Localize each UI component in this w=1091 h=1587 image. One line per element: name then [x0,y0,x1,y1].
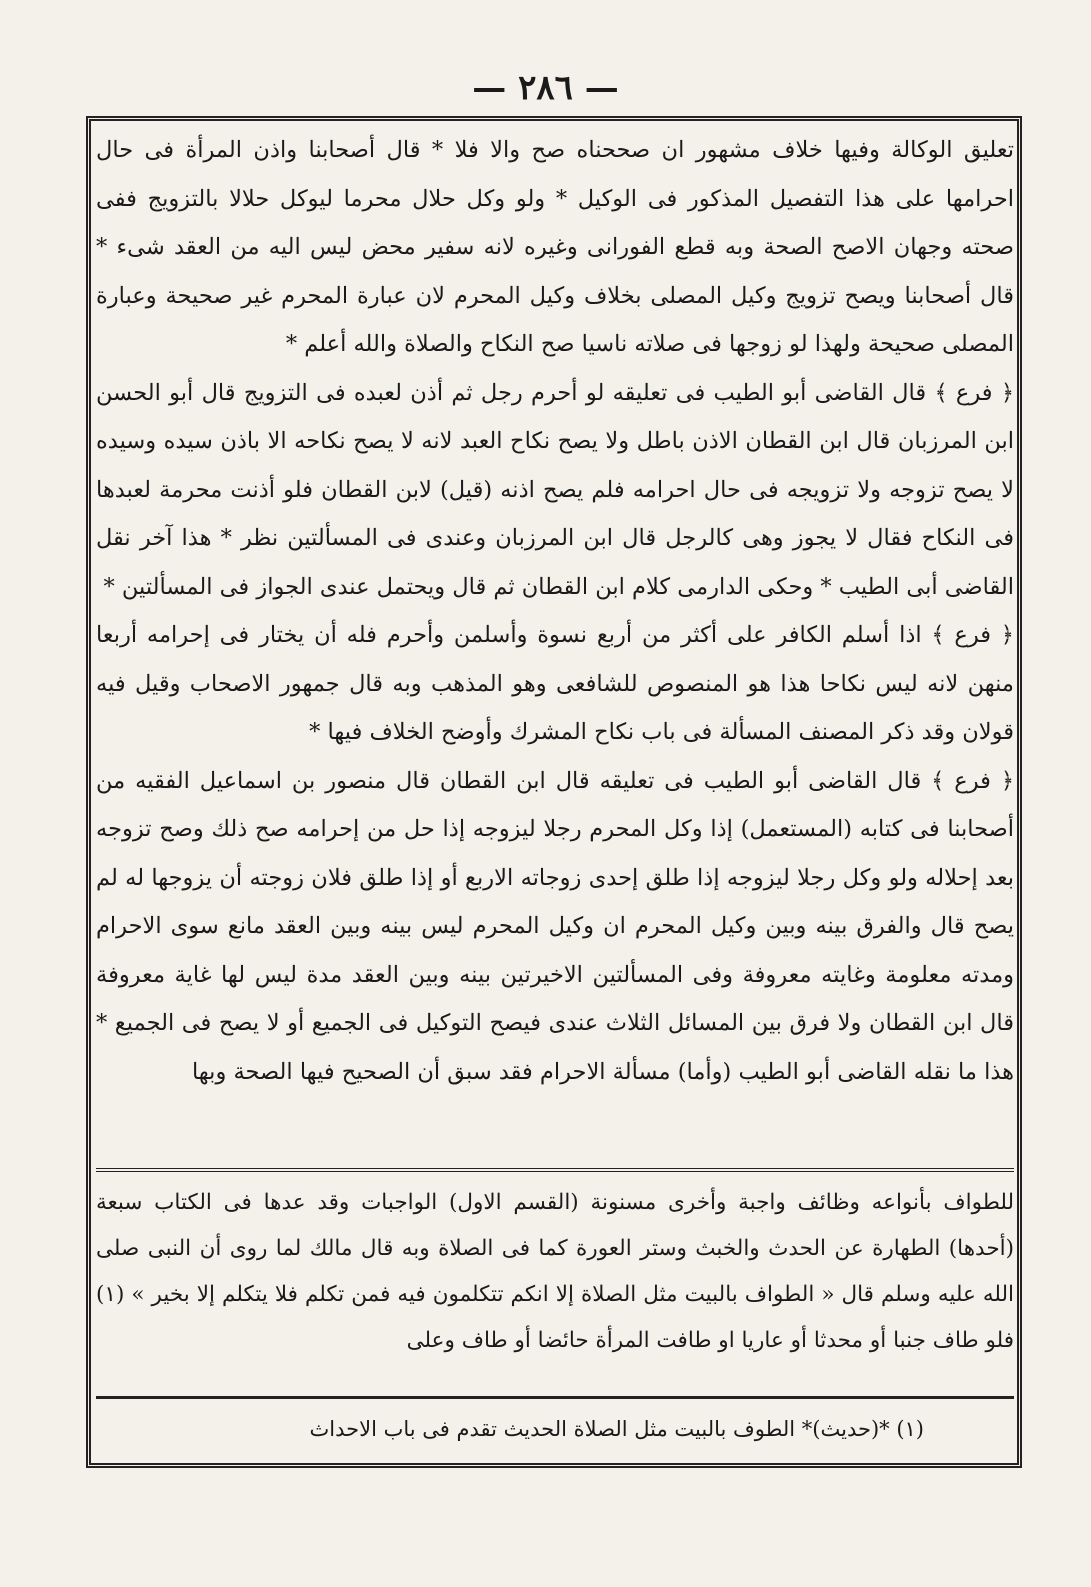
section-divider [96,1168,1014,1172]
commentary-text: للطواف بأنواعه وظائف واجبة وأخرى مسنونة (القسم الاول) الواجبات وقد عدها فى الكتاب سبعة (أحدها) الطهارة عن الحدث والخبث وستر العورة كما فى الصلاة وبه قال مالك لما روى أن النبى صلى الله عليه وسلم قال « الطواف بالبيت مثل الصلاة إلا انكم تتكلمون فيه فمن تكلم فلا يتكلم إلا بخير » (١) فلو طاف جنبا أو محدثا أو عاريا او طافت المرأة حائضا أو طاف وعلى [96,1190,1014,1353]
page-number: — ٢٨٦ — [472,68,619,108]
paragraph-3: ﴿ فرع ﴾ اذا أسلم الكافر على أكثر من أربع نسوة وأسلمن وأحرم فله أن يختار فى إحرامه أربعا منهن لانه ليس نكاحا هذا هو المنصوص للشافعى وهو المذهب وبه قال جمهور الاصحاب وقيل فيه قولان وقد ذكر المصنف المسألة فى باب نكاح المشرك وأوضح الخلاف فيها * [96,622,1014,745]
main-text [96,126,1014,1166]
paragraph-1: تعليق الوكالة وفيها خلاف مشهور ان صححناه صح والا فلا * قال أصحابنا واذن المرأة فى حال احرامها على هذا التفصيل المذكور فى الوكيل * ولو وكل حلال محرما ليوكل حلالا بالتزويج ففى صحته وجهان الاصح الصحة وبه قطع الفورانى وغيره لانه سفير محض ليس اليه من العقد شىء * قال أصحابنا ويصح تزويج وكيل المصلى بخلاف وكيل المحرم لان عبارة المحرم غير صحيحة وعبارة المصلى صحيحة ولهذا لو زوجها فى صلاته ناسيا صح النكاح والصلاة والله أعلم * [96,137,1014,357]
paragraph-4: ﴿ فرع ﴾ قال القاضى أبو الطيب فى تعليقه قال ابن القطان قال منصور بن اسماعيل الفقيه من أصحابنا فى كتابه (المستعمل) إذا وكل المحرم رجلا ليزوجه إذا حل من إحرامه صح ذلك وصح تزوجه بعد إحلاله ولو وكل رجلا ليزوجه إذا طلق إحدى زوجاته الاربع أو إذا طلق فلان زوجته أن يزوجها له لم يصح قال والفرق بينه وبين وكيل المحرم ان وكيل المحرم ليس بينه وبين العقد مانع سوى الاحرام ومدته معلومة وغايته معروفة وفى المسألتين الاخيرتين بينه وبين العقد مدة ليس لها غاية معروفة قال ابن القطان ولا فرق بين المسائل الثلاث عندى فيصح التوكيل فى الجميع أو لا يصح فى الجميع * هذا ما نقله القاضى أبو الطيب (وأما) مسألة الاحرام فقد سبق أن الصحيح فيها الصحة وبها [96,767,1014,1085]
footnote: (١) *(حديث)* الطوف بالبيت مثل الصلاة الحديث تقدم فى باب الاحداث [309,1417,924,1441]
paragraph-2: ﴿ فرع ﴾ قال القاضى أبو الطيب فى تعليقه لو أحرم رجل ثم أذن لعبده فى التزويج قال أبو الحسن ابن المرزبان قال ابن القطان الاذن باطل ولا يصح نكاح العبد لانه لا يصح نكاحه الا باذن سيده وسيده لا يصح تزوجه ولا تزويجه فى حال احرامه فلم يصح اذنه (قيل) لابن القطان فلو أذنت محرمة لعبدها فى النكاح فقال لا يجوز وهى كالرجل قال ابن المرزبان وعندى فى المسألتين نظر * هذا آخر نقل القاضى أبى الطيب * وحكى الدارمى كلام ابن القطان ثم قال ويحتمل عندى الجواز فى المسألتين * [96,379,1014,600]
footnote-divider [96,1396,1014,1399]
